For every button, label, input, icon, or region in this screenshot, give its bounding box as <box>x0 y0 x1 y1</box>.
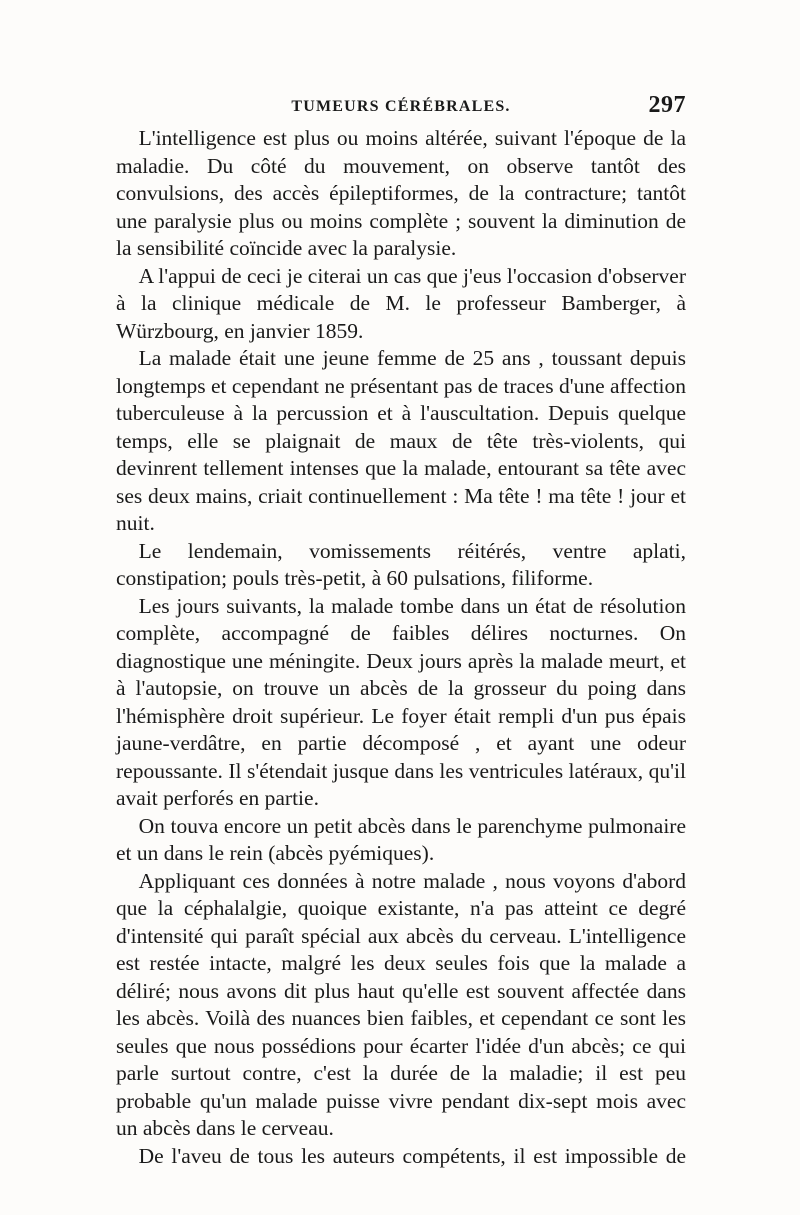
running-title: TUMEURS CÉRÉBRALES. <box>291 98 511 115</box>
paragraph-intelligence: L'intelligence est plus ou moins altérée, suivant l'époque de la maladie. Du côté du mouvement, on observe tantôt des convulsions, des accès épileptiformes, de la contracture; tantôt une paralysie plus ou moins complète ; souvent la diminution de la sensibilité coïncide avec la paralysie. <box>116 126 686 260</box>
paragraph-case-intro: A l'appui de ceci je citerai un cas que j'eus l'occasion d'observer à la clinique médicale de M. le professeur Bamberger, à Würzbourg, en janvier 1859. <box>116 263 686 343</box>
page-number: 297 <box>648 92 686 118</box>
paragraph-autopsy: Les jours suivants, la malade tombe dans un état de résolution complète, accompagné de faibles délires nocturnes. On diagnostique une méningite. Deux jours après la malade meurt, et à l'autopsie, on trouve un abcès de la grosseur du poing dans l'hémisphère droit supérieur. Le foyer était rempli d'un pus épais jaune-verdâtre, en partie décomposé , et ayant une odeur repoussante. Il s'étendait jusque dans les ventricules latéraux, qu'il avait perforés en partie. <box>116 593 686 810</box>
body-text <box>116 125 686 1170</box>
paragraph-other-abscesses: On touva encore un petit abcès dans le parenchyme pulmonaire et un dans le rein (abcès pyémiques). <box>116 813 686 865</box>
paragraph-patient-history: La malade était une jeune femme de 25 ans , toussant depuis longtemps et cependant ne présentant pas de traces d'une affection tuberculeuse à la percussion et à l'auscultation. Depuis quelque temps, elle se plaignait de maux de tête très-violents, qui devinrent tellement intenses que la malade, entourant sa tête avec ses deux mains, criait continuellement : Ma tête ! ma tête ! jour et nuit. <box>116 346 687 535</box>
paragraph-next-day: Le lendemain, vomissements réitérés, ventre aplati, constipation; pouls très-petit, à 60 pulsations, filiforme. <box>116 538 686 590</box>
paragraph-continued: De l'aveu de tous les auteurs compétents, il est impossible de <box>138 1143 686 1168</box>
paragraph-analysis: Appliquant ces données à notre malade , nous voyons d'abord que la céphalalgie, quoique existante, n'a pas atteint ce degré d'intensité qui paraît spécial aux abcès du cerveau. L'intelligence est restée intacte, malgré les deux seules fois que la malade a déliré; nous avons dit plus haut qu'elle est souvent affectée dans les abcès. Voilà des nuances bien faibles, et cependant ce sont les seules que nous possédions pour écarter l'idée d'un abcès; ce qui parle surtout contre, c'est la durée de la maladie; il est peu probable qu'un malade puisse vivre pendant dix-sept mois avec un abcès dans le cerveau. <box>116 868 686 1140</box>
running-head <box>116 92 686 122</box>
